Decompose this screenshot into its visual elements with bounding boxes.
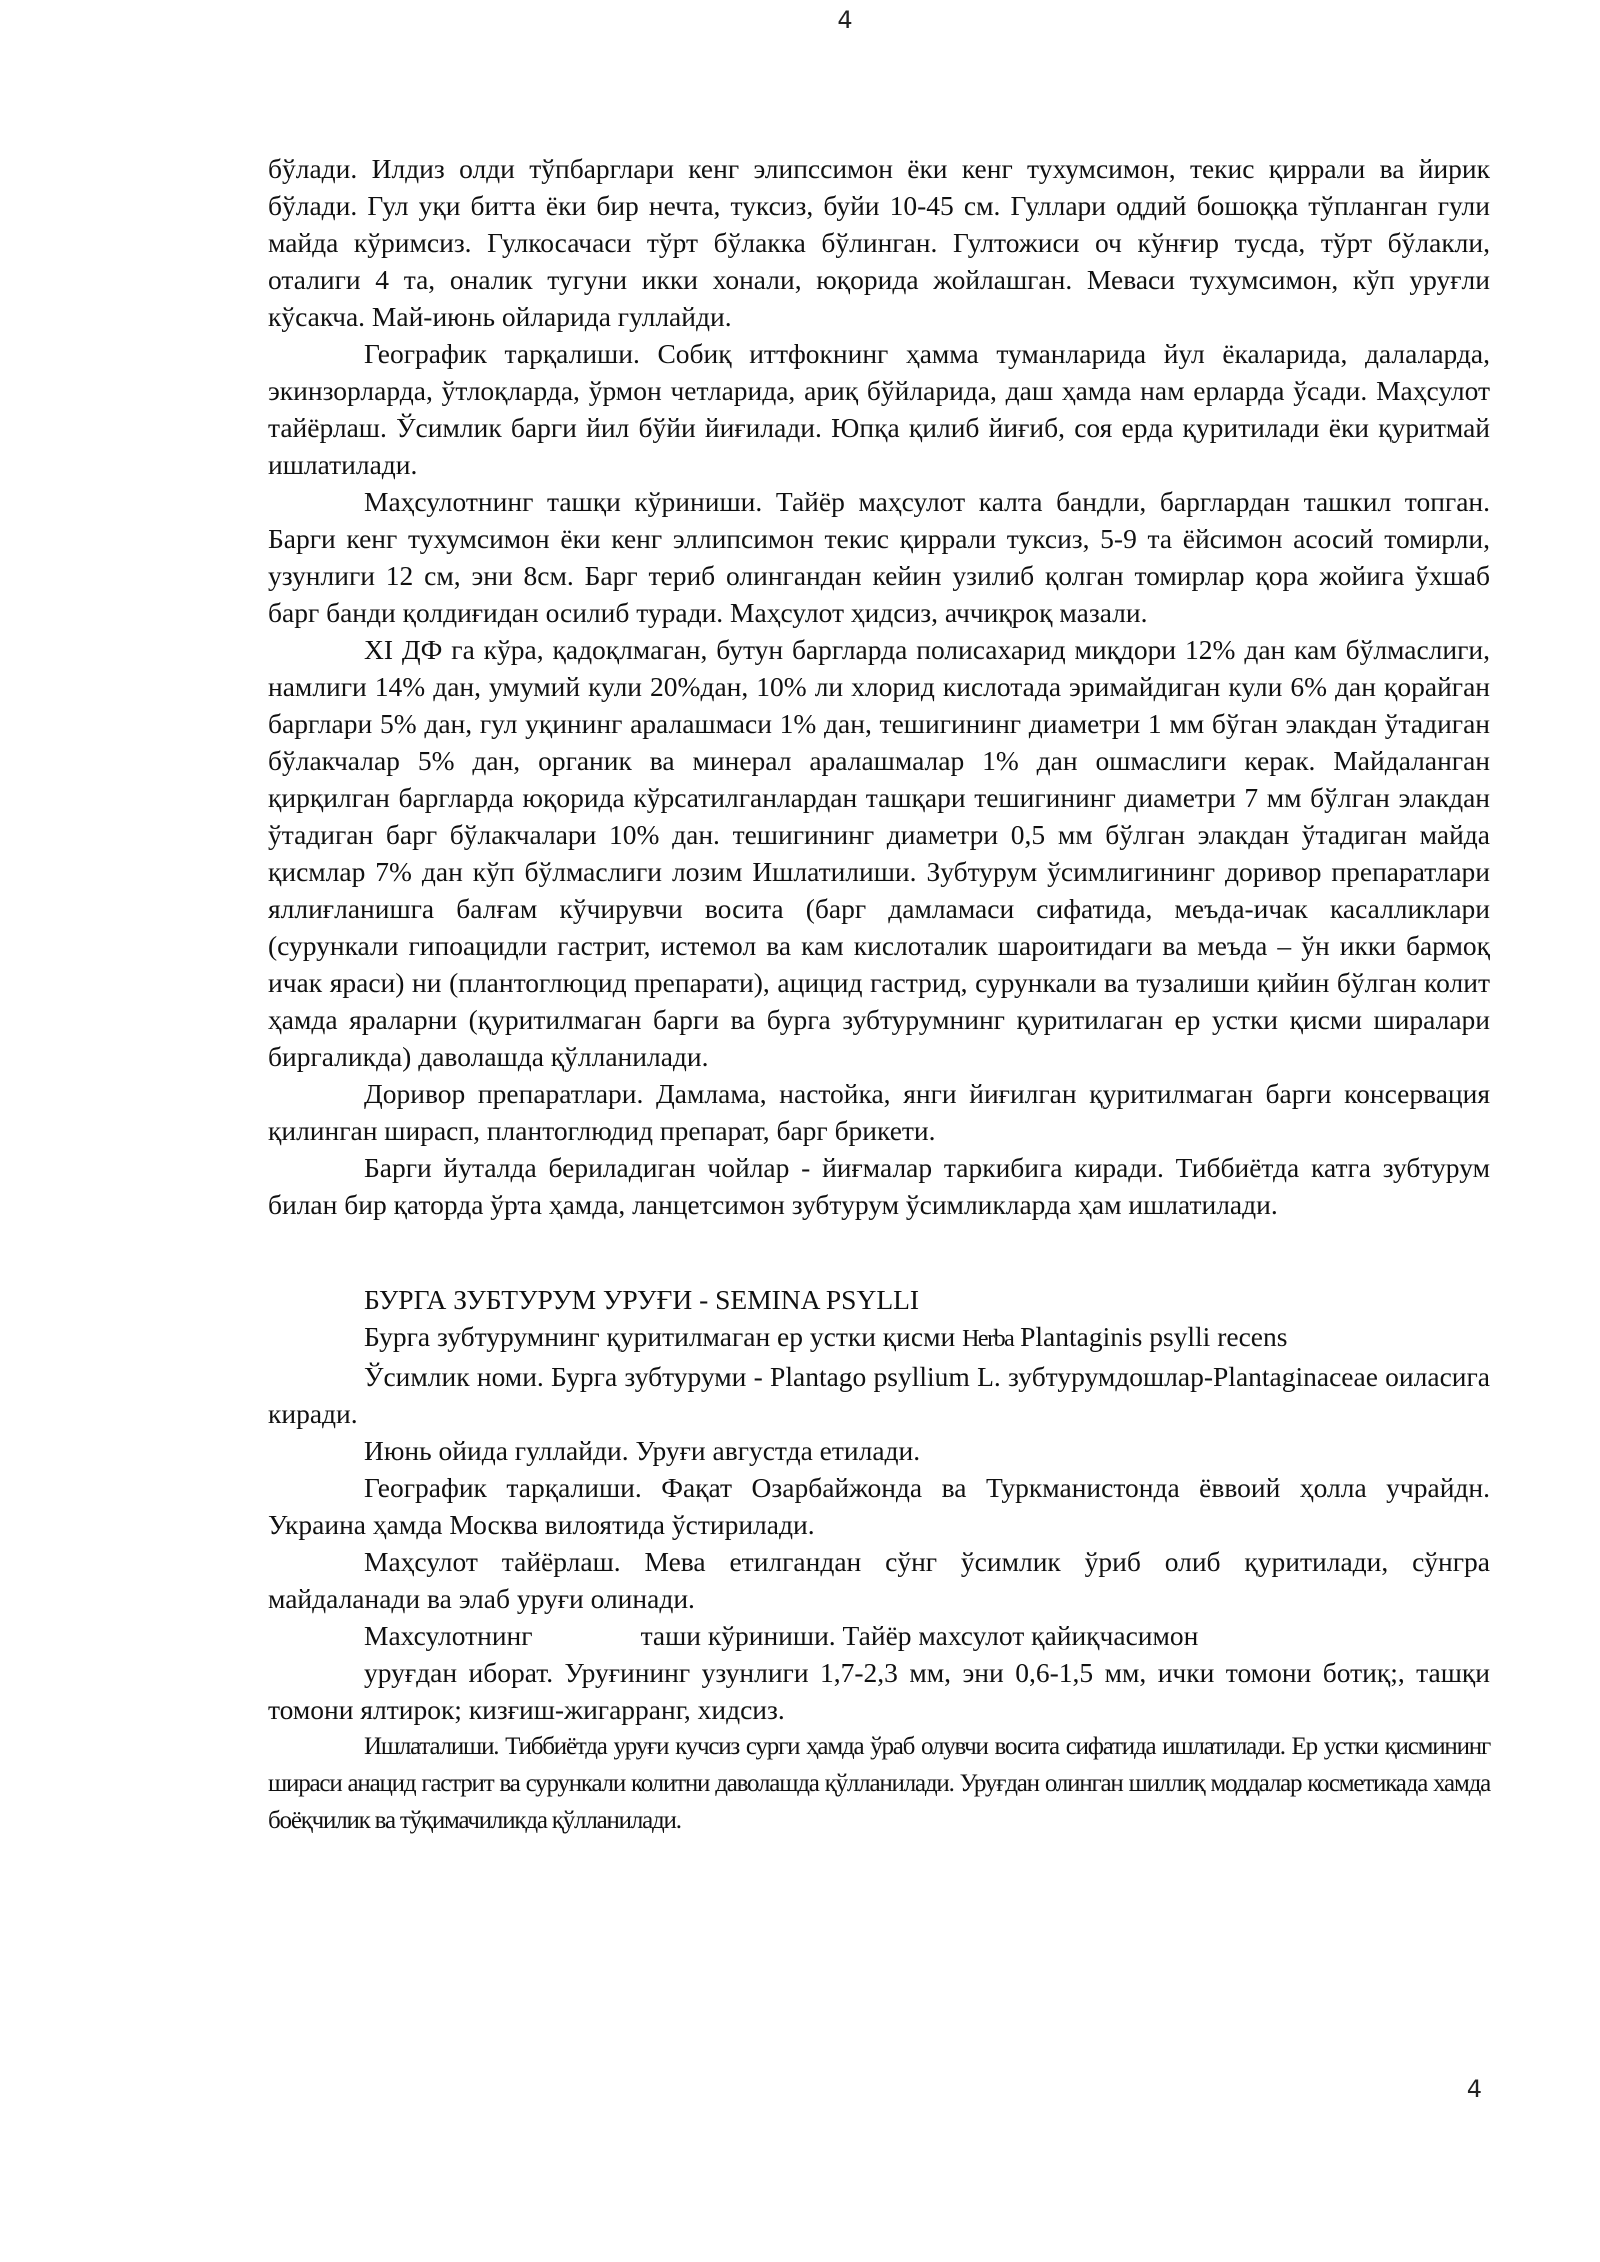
- paragraph-herba: [268, 1318, 1490, 1358]
- paragraph-geography: Географик тарқалиши. Собиқ иттфокнинг ҳамма туманларида йул ёкаларида, далаларда, экинзорларда, ўтлоқларда, ўрмон четларида, ариқ бўйларида, даш ҳамда нам ерларда ўсади. Маҳсулот тайёрлаш. Ўсимлик барги йил бўйи йиғилади. Юпқа қилиб йиғиб, соя ерда қуритилади ёки қуритмай ишлатилади.: [268, 338, 1490, 480]
- paragraph-tea-usage: Барги йуталда бериладиган чойлар - йиғмалар таркибига киради. Тиббиётда катга зубтурум билан бир қаторда ўрта ҳамда, ланцетсимон зубтурум ўсимликларда ҳам ишлатилади.: [268, 1152, 1490, 1220]
- header-page-number: 4: [837, 6, 853, 34]
- paragraph-usage: Ишлаталиши. Тиббиётда уруғи кучсиз сурги ҳамда ўраб олувчи восита сифатида ишлатилади. Ер устки қисмининг шираси анацид гастрит ва сурункали колитни даволашда қўлланилади. Уруғдан олинган шиллиқ моддалар косметикада хамда боёқчилик ва тўқимачиликда қўлланилади.: [268, 1733, 1490, 1834]
- section-heading: БУРГА ЗУБТУРУМ УРУҒИ - SEMINA PSYLLI: [364, 1284, 920, 1315]
- herba-prefix-text: Бурга зубтурумнинг қуритилмаган ер устки қисми: [364, 1321, 963, 1352]
- paragraph-harvesting: Маҳсулот тайёрлаш. Мева етилгандан сўнг ўсимлик ўриб олиб қуритилади, сўнгра майдаланади ва элаб уруғи олинади.: [268, 1546, 1490, 1614]
- section-gap: [268, 1223, 1490, 1281]
- appearance-label-b: таши кўриниши. Тайёр махсулот қайиқчасимон: [640, 1620, 1199, 1651]
- herba-suffix-text: Plantaginis psylli recens: [1013, 1321, 1288, 1352]
- paragraph-description: бўлади. Илдиз олди тўпбарглари кенг элипссимон ёки кенг тухумсимон, текис қиррали ва йирик бўлади. Гул уқи битта ёки бир нечта, туксиз, буйи 10-45 см. Гуллари оддий бошоққа тўпланган гули майда кўримсиз. Гулкосачаси тўрт бўлакка бўлинган. Гултожиси оч кўнғир тусда, тўрт бўлакли, оталиги 4 та, оналик тугуни икки хонали, юқорида жойлашган. Меваси тухумсимон, кўп уруғли кўсакча. Май-июнь ойларида гуллайди.: [268, 153, 1490, 332]
- document-body: [268, 150, 1490, 1839]
- footer-page-number: 4: [1466, 2075, 1482, 2103]
- paragraph-quality-standards: XI ДФ га кўра, қадоқлмаган, бутун баргларда полисахарид миқдори 12% дан кам бўлмаслиги, намлиги 14% дан, умумий кули 20%дан, 10% ли хлорид кислотада эримайдиган кули 6% дан қорайган барглари 5% дан, гул уқининг аралашмаси 1% дан, тешигининг диаметри 1 мм бўган элакдан ўтадиган бўлакчалар 5% дан, органик ва минерал аралашмалар 1% дан ошмаслиги керак. Майдаланган қирқилган баргларда юқорида кўрсатилганлардан ташқари тешигининг диаметри 7 мм бўлган элакдан ўтадиган барг бўлакчалари 10% дан. тешигининг диаметри 0,5 мм бўлган элакдан ўтадиган майда қисмлар 7% дан кўп бўлмаслиги лозим Ишлатилиши. Зубтурум ўсимлигининг доривор препаратлари яллиғланишга балғам кўчирувчи восита (барг дамламаси сифатида, меъда-ичак касалликлари (сурункали гипоацидли гастрит, истемол ва кам кислоталик шароитидаги ва меъда – ўн икки бармоқ ичак яраси) ни (плантоглюцид препарати), ацицид гастрид, сурункали ва тузалиши қийин бўлган колит ҳамда яраларни (қуритилмаган барги ва бурга зубтурумнинг қуритилаган ер устки қисми ширалари биргаликда) даволашда қўлланилади.: [268, 634, 1490, 1072]
- paragraph-preparations: Доривор препаратлари. Дамлама, настойка, янги йиғилган қуритилмаган барги консервация қилинган ширасп, плантоглюдид препарат, барг брикети.: [268, 1078, 1490, 1146]
- appearance-label-a: Махсулотнинг: [364, 1620, 533, 1651]
- paragraph-seed-description: уруғдан иборат. Уруғининг узунлиги 1,7-2,3 мм, эни 0,6-1,5 мм, ички томони ботиқ;, ташқи томони ялтирок; кизғиш-жигарранг, хидсиз.: [268, 1657, 1490, 1725]
- paragraph-appearance: Маҳсулотнинг ташқи кўриниши. Тайёр маҳсулот калта бандли, барглардан ташкил топган. Барги кенг тухумсимон ёки кенг эллипсимон текис қиррали туксиз, 5-9 та ёйсимон асосий томирли, узунлиги 12 см, эни 8см. Барг териб олингандан кейин узилиб қолган томирлар қора жойига ўхшаб барг банди қолдиғидан осилиб туради. Маҳсулот ҳидсиз, аччиқроқ мазали.: [268, 486, 1490, 628]
- paragraph-plant-name: Ўсимлик номи. Бурга зубтуруми - Plantago psyllium L. зубтурумдошлар-Plantaginaceae оиласига киради.: [268, 1361, 1490, 1429]
- paragraph-flowering: Июнь ойида гуллайди. Уруғи августда етилади.: [364, 1435, 921, 1466]
- paragraph-geography-2: Географик тарқалиши. Фақат Озарбайжонда ва Туркманистонда ёввоий ҳолла учрайдн. Украина ҳамда Москва вилоятида ўстирилади.: [268, 1472, 1490, 1540]
- herba-word: Herba: [962, 1326, 1014, 1352]
- paragraph-appearance-2: [268, 1617, 1490, 1654]
